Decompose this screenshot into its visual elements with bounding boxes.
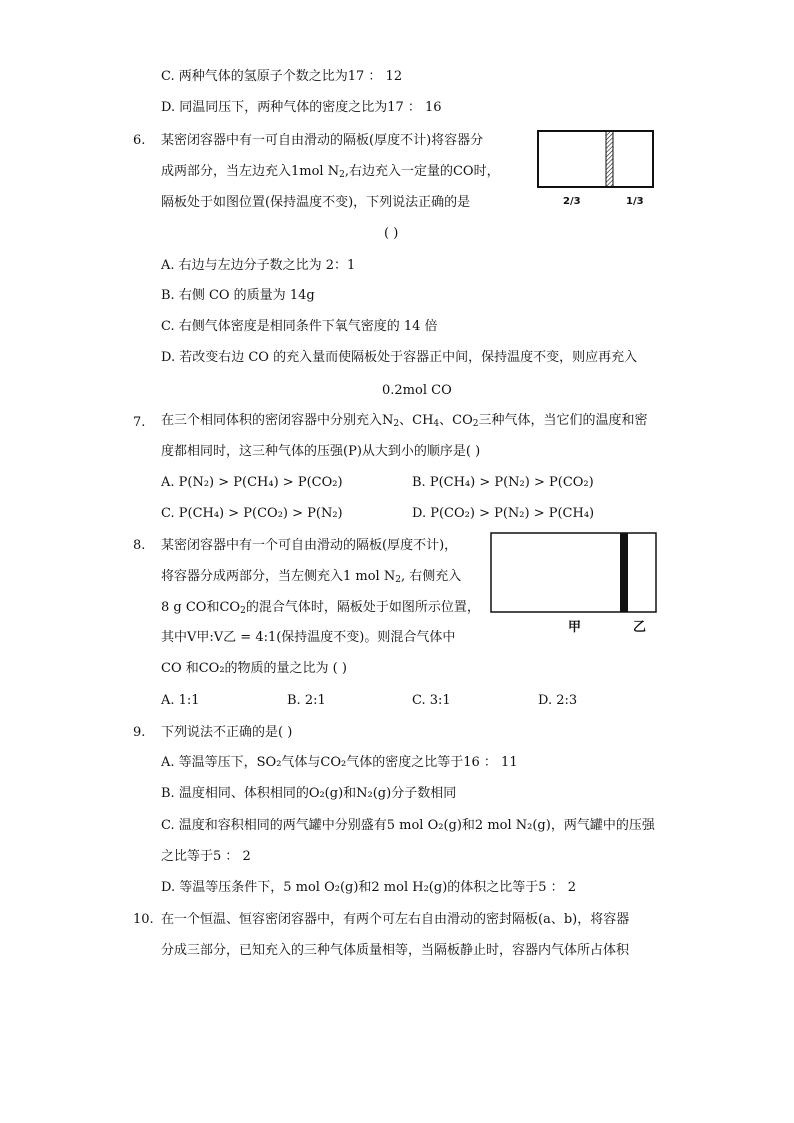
q6-stem-line2: 成两部分，当左边充入1mol $N_2$,右边充入一定量的CO时，: [161, 164, 500, 180]
q7-option-d: D. P(CO₂) > P(N₂) > P(CH₄): [412, 506, 595, 521]
q7-number: 7.: [133, 415, 146, 430]
q7-stem-line1: 在三个相同体积的密闭容器中分别充入$N_2$、$CH_4$、$CO_2$三种气体，当它们的温度和密: [161, 413, 648, 429]
q6-label-right: 1/3: [626, 196, 644, 207]
q6-container-diagram: [537, 128, 655, 190]
q7-stem-line2: 度都相同时，这三种气体的压强(P)从大到小的顺序是( ): [161, 444, 481, 459]
q6-option-d-cont: 0.2mol CO: [382, 383, 452, 398]
q8-option-d: D. 2:3: [538, 693, 578, 708]
q5-option-c: C. 两种气体的氢原子个数之比为17 ： 12: [161, 69, 403, 84]
q8-partition: [620, 533, 628, 612]
q9-option-d: D. 等温等压条件下，5 mol O₂(g)和2 mol H₂(g)的体积之比等于5 ： 2: [161, 880, 577, 895]
q8-container-box: [491, 533, 656, 612]
q8-stem-line4: 其中V甲:V乙 = 4:1(保持温度不变)。则混合气体中: [161, 630, 456, 645]
q9-option-b: B. 温度相同、体积相同的O₂(g)和N₂(g)分子数相同: [161, 786, 457, 801]
q10-number: 10.: [133, 912, 154, 927]
q8-stem-line3: 8 g CO和$CO_2$的混合气体时，隔板处于如图所示位置，: [161, 600, 480, 616]
q6-option-b: B. 右侧 CO 的质量为 14g: [161, 288, 315, 303]
q9-stem: 下列说法不正确的是( ): [161, 725, 293, 740]
q10-stem-line1: 在一个恒温、恒容密闭容器中，有两个可左右自由滑动的密封隔板(a、b)，将容器: [161, 912, 630, 927]
q9-option-a: A. 等温等压下，SO₂气体与CO₂气体的密度之比等于16 ： 11: [161, 755, 518, 770]
q7-option-b: B. P(CH₄) > P(N₂) > P(CO₂): [412, 475, 594, 490]
q6-container-box: [538, 131, 653, 187]
q7-option-c: C. P(CH₄) > P(CO₂) > P(N₂): [161, 506, 343, 521]
q8-label-left: 甲: [568, 620, 582, 635]
q8-option-a: A. 1:1: [161, 693, 200, 708]
q6-option-a: A. 右边与左边分子数之比为 2：1: [161, 258, 356, 273]
q9-option-c-cont: 之比等于5 ： 2: [161, 849, 251, 864]
q8-stem-line5: CO 和CO₂的物质的量之比为 ( ): [161, 661, 347, 676]
q9-number: 9.: [133, 725, 146, 740]
q8-number: 8.: [133, 538, 146, 553]
q6-number: 6.: [133, 133, 146, 148]
q6-answer-paren: ( ): [384, 226, 399, 241]
q8-option-c: C. 3:1: [412, 693, 451, 708]
q9-option-c: C. 温度和容积相同的两气罐中分别盛有5 mol O₂(g)和2 mol N₂(g)，两气罐中的压强: [161, 818, 655, 833]
q6-stem-line3: 隔板处于如图位置(保持温度不变)，下列说法正确的是: [161, 195, 471, 210]
q6-stem-line1: 某密闭容器中有一可自由滑动的隔板(厚度不计)将容器分: [161, 133, 484, 148]
q5-option-d: D. 同温同压下，两种气体的密度之比为17 ： 16: [161, 100, 442, 115]
q8-container-diagram: [490, 532, 658, 614]
q8-option-b: B. 2:1: [287, 693, 326, 708]
q10-stem-line2: 分成三部分，已知充入的三种气体质量相等，当隔板静止时，容器内气体所占体积: [161, 943, 630, 958]
q8-stem-line1: 某密闭容器中有一个可自由滑动的隔板(厚度不计)，: [161, 538, 458, 553]
q8-label-right: 乙: [633, 620, 647, 635]
q8-stem-line2: 将容器分成两部分，当左侧充入1 mol $N_2$, 右侧充入: [161, 569, 462, 585]
q6-option-c: C. 右侧气体密度是相同条件下氧气密度的 14 倍: [161, 319, 438, 334]
q7-option-a: A. P(N₂) > P(CH₄) > P(CO₂): [161, 475, 343, 490]
q6-partition: [606, 131, 613, 187]
q6-option-d: D. 若改变右边 CO 的充入量而使隔板处于容器正中间，保持温度不变，则应再充入: [161, 350, 638, 365]
q6-label-left: 2/3: [563, 196, 581, 207]
